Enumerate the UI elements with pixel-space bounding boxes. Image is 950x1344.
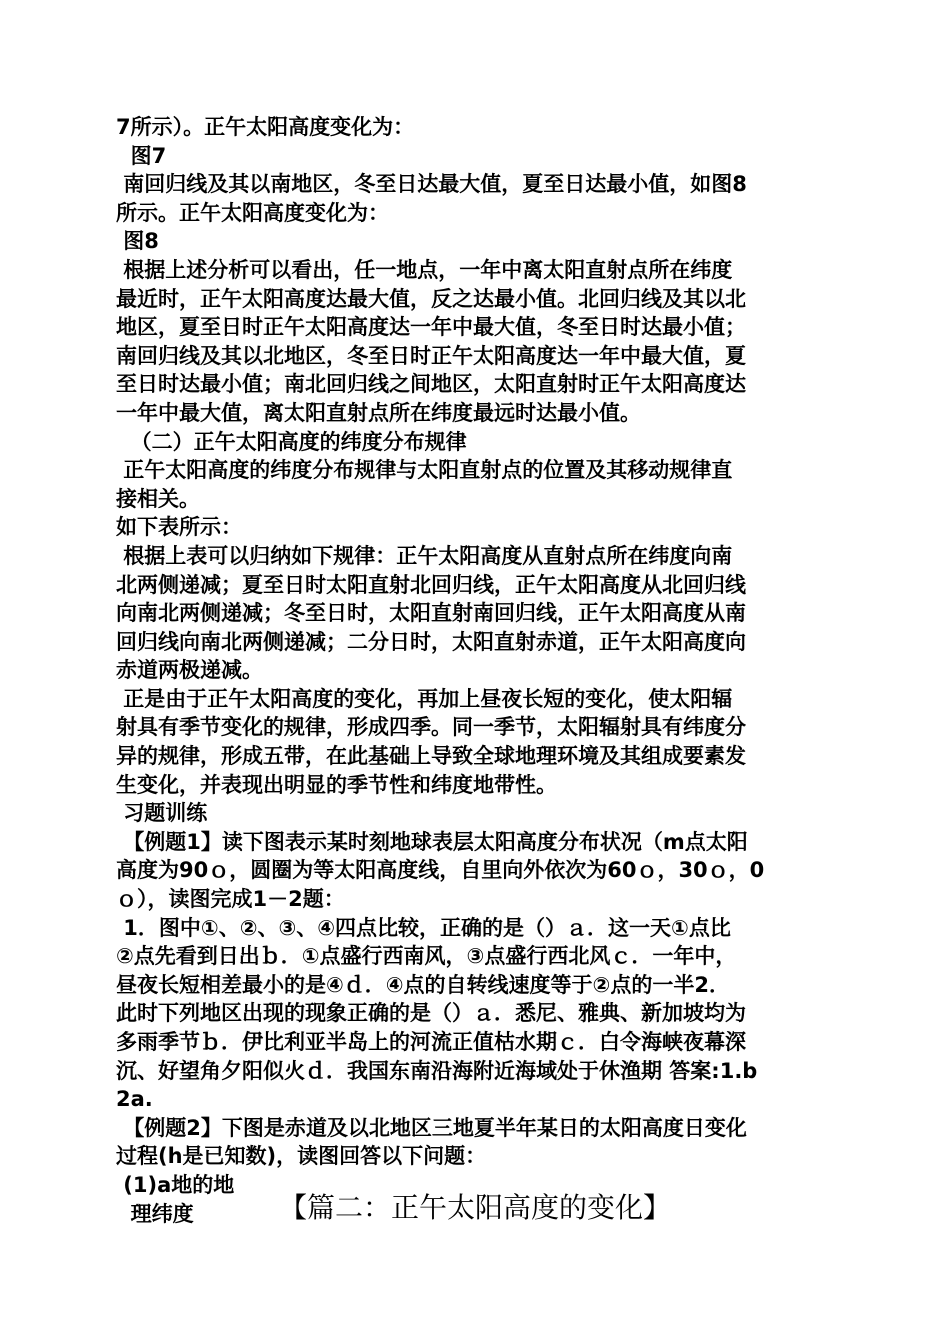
text-line: 南回归线及其以北地区，冬至日时正午太阳高度达一年中最大值，夏 [116, 343, 746, 368]
figure-caption: 图8 [116, 229, 159, 254]
text-line: 至日时达最小值；南北回归线之间地区，太阳直射时正午太阳高度达 [116, 372, 746, 397]
text-line: 射具有季节变化的规律，形成四季。同一季节，太阳辐射具有纬度分 [116, 715, 746, 740]
text-line: 地区，夏至日时正午太阳高度达一年中最大值，冬至日时达最小值； [116, 315, 746, 340]
figure-caption: 图7 [116, 143, 167, 168]
text-line: 生变化，并表现出明显的季节性和纬度地带性。 [116, 772, 557, 797]
text-line: 此时下列地区出现的现象正确的是（）ａ．悉尼、雅典、新加坡均为 [116, 1001, 746, 1026]
text-line: 回归线向南北两侧递减；二分日时，太阳直射赤道，正午太阳高度向 [116, 629, 746, 654]
text-line: 高度为90ｏ，圆圈为等太阳高度线，自里向外依次为60ｏ，30ｏ，0 [116, 858, 765, 883]
body-text [116, 113, 840, 1228]
text-line: 7所示）。正午太阳高度变化为： [116, 115, 415, 139]
text-line: 异的规律，形成五带，在此基础上导致全球地理环境及其组成要素发 [116, 744, 746, 769]
text-line: (1)a地的地 [116, 1172, 235, 1197]
text-line: 如下表所示： [116, 515, 242, 540]
text-line: ｏ），读图完成1－2题： [116, 887, 345, 912]
text-line: 昼夜长短相差最小的是④ｄ．④点的自转线速度等于②点的一半2． [116, 972, 730, 997]
text-line: 1．图中①、②、③、④四点比较，正确的是（）ａ．这一天①点比 [116, 915, 731, 940]
text-line: 【例题2】下图是赤道及以北地区三地夏半年某日的太阳高度日变化 [116, 1115, 747, 1140]
text-line: 多雨季节ｂ．伊比利亚半岛上的河流正值枯水期ｃ．白令海峡夜幕深 [116, 1030, 746, 1054]
text-line: 南回归线及其以南地区，冬至日达最大值，夏至日达最小值，如图8 [116, 172, 747, 197]
text-line: ②点先看到日出ｂ．①点盛行西南风，③点盛行西北风ｃ．一年中， [116, 944, 737, 969]
text-line: 根据上表可以归纳如下规律：正午太阳高度从直射点所在纬度向南 [116, 543, 733, 568]
text-line: 过程(h是已知数)，读图回答以下问题： [116, 1144, 487, 1169]
text-line: 2a. [116, 1087, 153, 1112]
text-line: 向南北两侧递减；冬至日时，太阳直射南回归线，正午太阳高度从南 [116, 601, 746, 626]
section-heading: （二）正午太阳高度的纬度分布规律 [116, 429, 467, 454]
text-line: 正是由于正午太阳高度的变化，再加上昼夜长短的变化，使太阳辐 [116, 686, 733, 711]
text-line: 一年中最大值，离太阳直射点所在纬度最远时达最小值。 [116, 400, 641, 425]
text-line: 赤道两极递减。 [116, 658, 263, 683]
text-line: 理纬度 [116, 1201, 194, 1226]
section-heading: 习题训练 [116, 801, 208, 826]
text-line: 沉、好望角夕阳似火ｄ．我国东南沿海附近海域处于休渔期 答案:1.b [116, 1058, 758, 1083]
text-line: 最近时，正午太阳高度达最大值，反之达最小值。北回归线及其以北 [116, 286, 746, 311]
text-line: 接相关。 [116, 486, 200, 511]
section-title: 【篇二：正午太阳高度的变化】 [278, 1191, 671, 1224]
text-line: 北两侧递减；夏至日时太阳直射北回归线，正午太阳高度从北回归线 [116, 572, 746, 597]
text-line: 【例题1】读下图表示某时刻地球表层太阳高度分布状况（m点太阳 [116, 829, 748, 854]
text-line: 所示。正午太阳高度变化为： [116, 200, 389, 225]
text-line: 正午太阳高度的纬度分布规律与太阳直射点的位置及其移动规律直 [116, 458, 733, 483]
text-line: 根据上述分析可以看出，任一地点，一年中离太阳直射点所在纬度 [116, 257, 733, 282]
